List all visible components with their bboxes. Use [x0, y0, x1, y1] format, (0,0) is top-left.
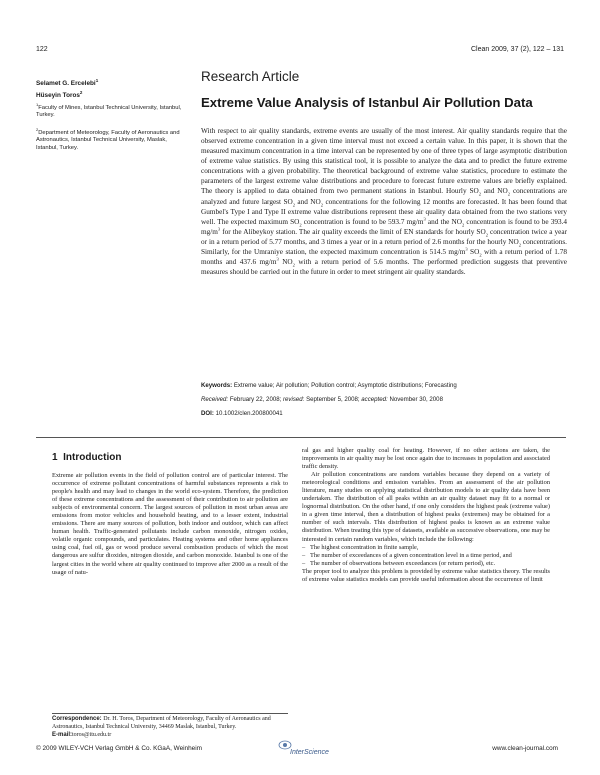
footnote-divider	[52, 713, 288, 714]
logo-globe-icon	[283, 743, 287, 747]
doi: DOI: 10.1002/clen.200800041	[201, 410, 283, 417]
journal-website[interactable]: www.clean-journal.com	[492, 745, 558, 752]
paragraph: Extreme air pollution events in the field of pollution control are of particular interest. The occurrence of extreme pollutant concentrations of harmful substances represents a risk to people's health and may lead to changes in the world eco-system. Therefore, the prediction of these extreme concentrations and the assessment of their contribution to air pollution are subjects of environmental concern. The largest sources of pollution in most urban areas are emissions from motor vehicles and household heating, and to a lesser extent, industrial emissions. There are many sources of pollution, both indoor and outdoor, which can affect human health. Traffic-generated pollutants include carbon monoxide, nitrogen oxides, volatile organic compounds, and particulates. Heating systems and other home appliances using coal, fuel oil, gas or wood produce several combustion products of which the most dangerous are sulfur dioxides, nitrogen dioxide, and carbon monoxide. Istanbul is one of the largest cities in the world where air quality continued to improve after 2000 as a result of the usage of natu-	[52, 472, 288, 576]
keywords: Keywords: Extreme value; Air pollution; Pollution control; Asymptotic distributions; Forecasting	[201, 382, 457, 389]
body-right-column	[302, 447, 550, 584]
section-heading: 1 Introduction	[52, 452, 122, 463]
list-item: – The number of observations between exceedances (or return period), etc.	[302, 560, 550, 568]
list-item: – The highest concentration in finite sample,	[302, 544, 550, 552]
bullet-list	[302, 544, 550, 568]
paper-title: Extreme Value Analysis of Istanbul Air Pollution Data	[201, 95, 533, 110]
abstract: With respect to air quality standards, extreme events are usually of the most interest. Air quality standards require that the observed extreme concentration in a given time interval must not exceed a certain value. In this paper, it is shown that the measured maximum concentration in a time interval can be represented by one of three types of large asymptotic distribution of extreme value statistics. By using this statistical tool, it is possible to analyze the data and to predict the future extreme concentrations with a given probability. The theoretical background of extreme value statistics, procedure to estimate the parameters of the largest extreme value distributions and procedure to forecast future extreme values are briefly explained. The theory is applied to data obtained from two permanent stations in Istanbul. Hourly $SO_2$ and $NO_2$ concentrations are analyzed and future largest $SO_2$ and $NO_2$ concentrations for the following 12 months are forecasted. It has been found that Gumbel's Type I and Type II extreme value distributions represent these air quality data obtained from the two stations very well. The expected maximum $SO_2$ concentration is found to be 593.7 $mg/m^3$ and the $NO_2$ concentration is found to be 393.4 $mg/m^3$ for the Alibeykoy station. The air quality exceeds the limit of EN standards for hourly $SO_2$ concentration twice a year or in a return period of 5.77 months, and 3 times a year or in a return period of 2.6 months for the hourly $NO_2$ concentrations. Similarly, for the Umraniye station, the expected maximum concentration is 514.5 $mg/m^3$ $SO_2$ with a return period of 1.78 months and 437.6 $mg/m^3$ $NO_2$ with a return period of 5.6 months. The performed prediction suggests that preventive measures should be carried out in the future in order to meet stringent air quality standards.	[201, 127, 568, 277]
author-1: Selamet G. Ercelebi$^1$	[36, 78, 99, 88]
article-history: Received: February 22, 2008; revised: September 5, 2008; accepted: November 30, 2008	[201, 396, 443, 403]
paragraph: Air pollution concentrations are random variables because they depend on a variety of meteorological conditions and emission variables. From an assessment of the air pollution literature, many studies on applying statistical distribution models to air quality data have been undertaken. The distribution of all peaks within an air quality dataset may fit to a normal or lognormal distribution. On the other hand, if one only considers the highest peak (extreme value) in a given time interval, then a distribution of highest peaks (extremes) may be obtained for a number of such intervals. This distribution of highest peaks is known as an extreme value distribution. When treating this type of datasets, available as successive observations, one may be interested in certain random variables, which include the following:	[302, 471, 550, 543]
affiliation-1: $^1$Faculty of Mines, Istanbul Technical University, Istanbul, Turkey.	[36, 102, 182, 119]
affiliation-2: $^2$Department of Meteorology, Faculty of Aeronautics and Astronautics, Istanbul Technical University, Maslak, Istanbul, Turkey.	[36, 127, 180, 151]
section-divider	[36, 437, 566, 438]
copyright: © 2009 WILEY-VCH Verlag GmbH & Co. KGaA, Weinheim	[36, 745, 202, 752]
list-item: – The number of exceedances of a given concentration level in a time period, and	[302, 552, 550, 560]
article-type: Research Article	[201, 69, 300, 84]
body-left-column	[52, 472, 288, 577]
paragraph: ral gas and higher quality coal for heating. However, if no other actions are taken, the improvements in air quality may be lost once again due to increases in population and associated traffic density.	[302, 447, 550, 471]
doi-link[interactable]: 10.1002/clen.200800041	[215, 410, 283, 417]
paragraph: The proper tool to analyze this problem is provided by extreme value statistics theory. The results of extreme value statistics models can provide useful information about the occurrence of limit	[302, 567, 550, 583]
journal-reference: Clean 2009, 37 (2), 122 – 131	[470, 46, 564, 53]
email-link[interactable]: toros@itu.edu.tr	[72, 731, 112, 738]
author-list	[36, 76, 186, 100]
author-2: Hüseyin Toros$^2$	[36, 90, 83, 100]
page-number: 122	[36, 46, 48, 53]
interscience-logo	[274, 737, 330, 757]
logo-text: InterScience	[290, 749, 329, 756]
correspondence-note: Correspondence: Dr. H. Toros, Department of Meteorology, Faculty of Aeronautics and Astronautics, Istanbul Technical University, 34469 Maslak, Istanbul, Turkey. E-mail:toros@itu.edu.tr	[52, 716, 271, 738]
